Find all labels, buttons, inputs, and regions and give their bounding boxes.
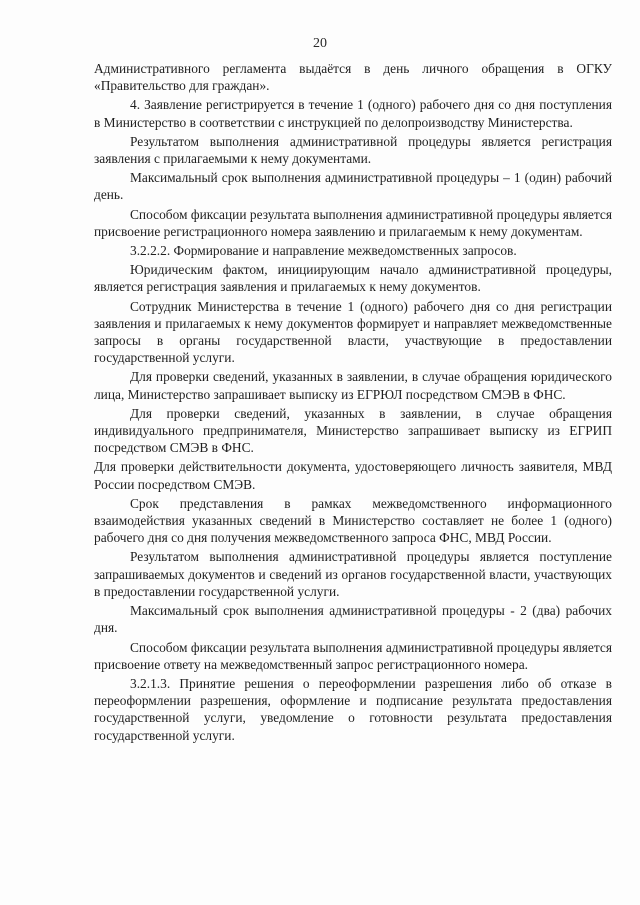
paragraph-9: Для проверки сведений, указанных в заявлении, в случае обращения юридического лица, Министерство запрашивает выписку из ЕГРЮЛ посредством СМЭВ в ФНС. [94, 369, 612, 402]
paragraph-4: Максимальный срок выполнения административной процедуры – 1 (один) рабочий день. [94, 170, 612, 203]
paragraph-3: Результатом выполнения административной процедуры является регистрация заявления с прилагаемыми к нему документами. [94, 133, 612, 167]
paragraph-12: Срок представления в рамках межведомственного информационного взаимодействия указанных сведений в Министерство составляет не более 1 (одного) рабочего дня со дня получения межведомственного запроса ФНС, МВД России. [94, 495, 612, 546]
paragraph-16: 3.2.1.3. Принятие решения о переоформлении разрешения либо об отказе в переоформлении разрешения, оформление и подписание результата предоставления государственной услуги, уведомление о готовности результата предоставления государственной услуги. [94, 675, 612, 743]
page-number: 20 [313, 36, 327, 51]
paragraph-5: Способом фиксации результата выполнения административной процедуры является присвоение регистрационного номера заявлению и прилагаемым к нему документам. [94, 206, 612, 239]
paragraph-13: Результатом выполнения административной процедуры является поступление запрашиваемых документов и сведений из органов государственной власти, участвующих в предоставлении государственной услуги. [94, 549, 612, 599]
paragraph-6: 3.2.2.2. Формирование и направление межведомственных запросов. [130, 243, 517, 259]
paragraph-15: Способом фиксации результата выполнения административной процедуры является присвоение ответу на межведомственный запрос регистрационного номера. [94, 639, 612, 672]
paragraph-1: Административного регламента выдаётся в день личного обращения в ОГКУ «Правительство для граждан». [94, 61, 612, 94]
document-body [94, 60, 612, 744]
paragraph-10: Для проверки сведений, указанных в заявлении, в случае обращения индивидуального предпринимателя, Министерство запрашивает выписку из ЕГРИП посредством СМЭВ в ФНС. [94, 405, 612, 456]
paragraph-11: Для проверки действительности документа, удостоверяющего личность заявителя, МВД России посредством СМЭВ. [94, 459, 612, 492]
paragraph-7: Юридическим фактом, инициирующим начало административной процедуры, является регистрация заявления и прилагаемых к нему документов. [94, 262, 612, 295]
paragraph-14: Максимальный срок выполнения административной процедуры - 2 (два) рабочих дня. [94, 603, 612, 636]
paragraph-8: Сотрудник Министерства в течение 1 (одного) рабочего дня со дня регистрации заявления и прилагаемых к нему документов формирует и направляет межведомственные запросы в органы государственной власти, участвующие в предоставлении государственной услуги. [94, 298, 612, 366]
paragraph-2: 4. Заявление регистрируется в течение 1 (одного) рабочего дня со дня поступления в Министерство в соответствии с инструкцией по делопроизводству Министерства. [94, 97, 612, 130]
